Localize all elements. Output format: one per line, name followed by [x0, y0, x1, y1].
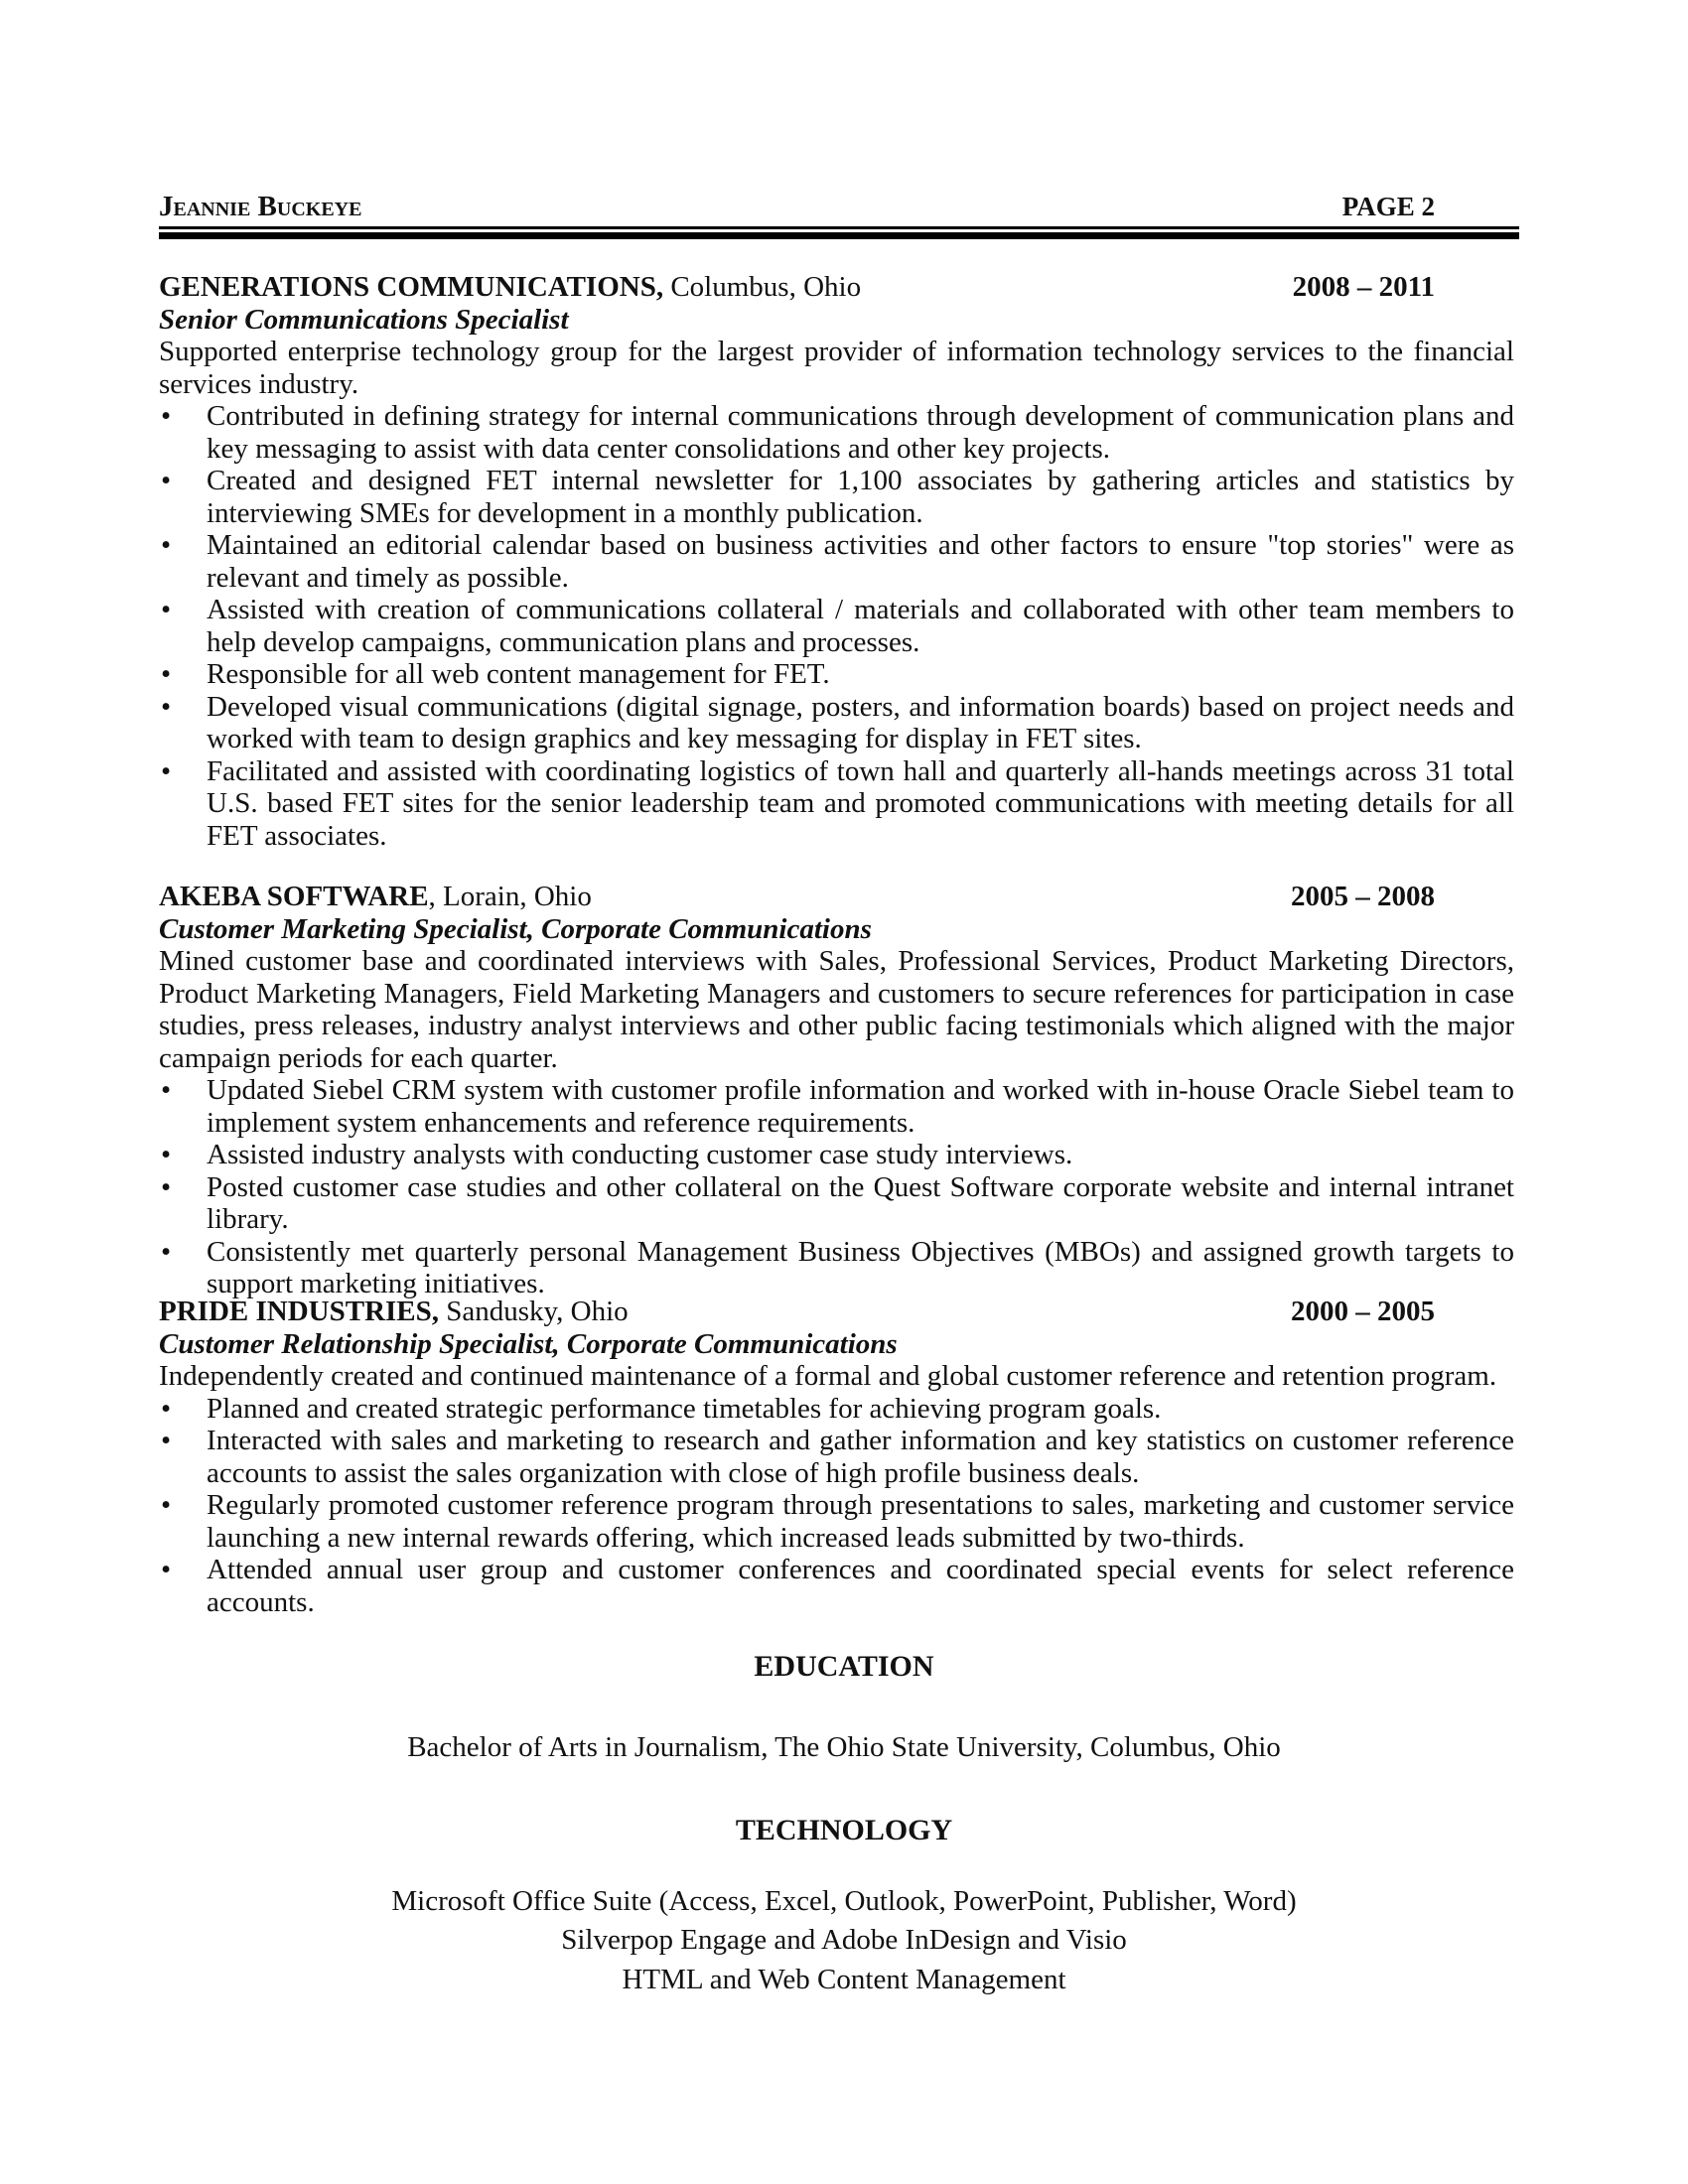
list-item: [159, 1171, 1514, 1236]
company-name: PRIDE INDUSTRIES,: [159, 1296, 440, 1327]
list-item: [159, 1393, 1514, 1426]
bullet-text: Assisted with creation of communications collateral / materials and collaborated with other team members to help develop campaigns, communication plans and processes.: [207, 594, 1514, 658]
technology-item: Microsoft Office Suite (Access, Excel, Outlook, PowerPoint, Publisher, Word): [391, 1885, 1297, 1917]
job-title: Senior Communications Specialist: [159, 303, 569, 336]
bullet-text: Responsible for all web content management for FET.: [207, 658, 830, 690]
bullet-icon: •: [161, 1139, 172, 1170]
list-item: [159, 594, 1514, 658]
job-header: [159, 881, 1514, 913]
list-item: [159, 1074, 1514, 1139]
list-item: [159, 1139, 1514, 1171]
list-item: [159, 465, 1514, 529]
job-location: Sandusky, Ohio: [439, 1296, 629, 1327]
job-entry: [159, 1296, 1514, 1618]
technology-heading: TECHNOLOGY: [735, 1814, 953, 1846]
job-dates: 2000 – 2005: [1291, 1296, 1435, 1327]
bullet-text: Assisted industry analysts with conducting customer case study interviews.: [207, 1139, 1073, 1170]
job-dates: 2008 – 2011: [1292, 271, 1435, 303]
bullet-icon: •: [161, 690, 172, 723]
job-bullets: [159, 1393, 1514, 1619]
job-entry: [159, 881, 1514, 1300]
bullet-icon: •: [161, 400, 172, 432]
job-description: Independently created and continued maintenance of a formal and global customer reference and retention program.: [159, 1360, 1497, 1392]
company-name: AKEBA SOFTWARE: [159, 881, 429, 912]
education-item: Bachelor of Arts in Journalism, The Ohio State University, Columbus, Ohio: [407, 1731, 1281, 1763]
bullet-text: Consistently met quarterly personal Management Business Objectives (MBOs) and assigned growth targets to support marketing initiatives.: [207, 1235, 1514, 1299]
company-name: GENERATIONS COMMUNICATIONS,: [159, 271, 664, 303]
list-item: [159, 400, 1514, 465]
bullet-icon: •: [161, 529, 172, 561]
bullet-icon: •: [161, 1425, 172, 1456]
bullet-icon: •: [161, 594, 172, 625]
job-title: Customer Marketing Specialist, Corporate Communications: [159, 912, 872, 945]
page-number: PAGE 2: [1341, 192, 1435, 221]
page-header: [159, 191, 1519, 222]
candidate-name: Jeannie Buckeye: [159, 191, 362, 222]
header-rule-thin: [159, 226, 1519, 229]
bullet-text: Maintained an editorial calendar based on business activities and other factors to ensure "top stories" were as relevant and timely as possible.: [207, 529, 1514, 594]
bullet-text: Attended annual user group and customer conferences and coordinated special events for select reference accounts.: [207, 1554, 1514, 1618]
header-rule-thick: [159, 232, 1519, 239]
list-item: [159, 1489, 1514, 1554]
list-item: [159, 529, 1514, 594]
bullet-text: Contributed in defining strategy for internal communications through development of communication plans and key messaging to assist with data center consolidations and other key projects.: [207, 400, 1514, 465]
list-item: [159, 1425, 1514, 1489]
bullet-icon: •: [161, 1554, 172, 1585]
bullet-icon: •: [161, 1074, 172, 1106]
job-header: [159, 271, 1514, 304]
list-item: [159, 658, 1514, 691]
technology-item: HTML and Web Content Management: [622, 1964, 1066, 1995]
list-item: [159, 691, 1514, 755]
bullet-text: Facilitated and assisted with coordinating logistics of town hall and quarterly all-hands meetings across 31 total U.S. based FET sites for the senior leadership team and promoted communications with meeting details for all FET associates.: [207, 754, 1514, 852]
bullet-icon: •: [161, 465, 172, 496]
list-item: [159, 1554, 1514, 1618]
bullet-icon: •: [161, 658, 172, 690]
bullet-text: Updated Siebel CRM system with customer profile information and worked with in-house Oracle Siebel team to implement system enhancements and reference requirements.: [207, 1074, 1514, 1139]
job-location: , Lorain, Ohio: [428, 881, 592, 912]
bullet-icon: •: [161, 1392, 172, 1425]
job-bullets: [159, 400, 1514, 852]
list-item: [159, 755, 1514, 853]
job-entry: [159, 271, 1514, 852]
bullet-icon: •: [161, 1489, 172, 1521]
job-bullets: [159, 1074, 1514, 1300]
bullet-icon: •: [161, 754, 172, 787]
bullet-text: Regularly promoted customer reference program through presentations to sales, marketing and customer service launching a new internal rewards offering, which increased leads submitted by two-thirds.: [207, 1489, 1514, 1554]
bullet-icon: •: [161, 1170, 172, 1203]
bullet-text: Interacted with sales and marketing to research and gather information and key statistics on customer reference accounts to assist the sales organization with close of high profile business deals.: [207, 1425, 1514, 1489]
bullet-text: Developed visual communications (digital signage, posters, and information boards) based on project needs and worked with team to design graphics and key messaging for display in FET sites.: [207, 690, 1514, 754]
job-header: [159, 1296, 1514, 1328]
job-description: Mined customer base and coordinated interviews with Sales, Professional Services, Product Marketing Directors, Product Marketing Managers, Field Marketing Managers and customers to secure references for participation in case studies, press releases, industry analyst interviews and other public facing testimonials which aligned with the major campaign periods for each quarter.: [159, 945, 1514, 1074]
technology-item: Silverpop Engage and Adobe InDesign and Visio: [561, 1924, 1127, 1956]
job-location: Columbus, Ohio: [663, 271, 862, 303]
job-dates: 2005 – 2008: [1291, 881, 1435, 912]
list-item: [159, 1236, 1514, 1300]
education-heading: EDUCATION: [754, 1650, 934, 1683]
job-description: Supported enterprise technology group for the largest provider of information technology services to the financial services industry.: [159, 336, 1514, 400]
bullet-text: Posted customer case studies and other collateral on the Quest Software corporate website and internal intranet library.: [207, 1170, 1514, 1235]
job-title: Customer Relationship Specialist, Corporate Communications: [159, 1327, 898, 1360]
bullet-icon: •: [161, 1235, 172, 1268]
bullet-text: Created and designed FET internal newsletter for 1,100 associates by gathering articles and statistics by interviewing SMEs for development in a monthly publication.: [207, 465, 1514, 529]
bullet-text: Planned and created strategic performance timetables for achieving program goals.: [207, 1392, 1162, 1425]
